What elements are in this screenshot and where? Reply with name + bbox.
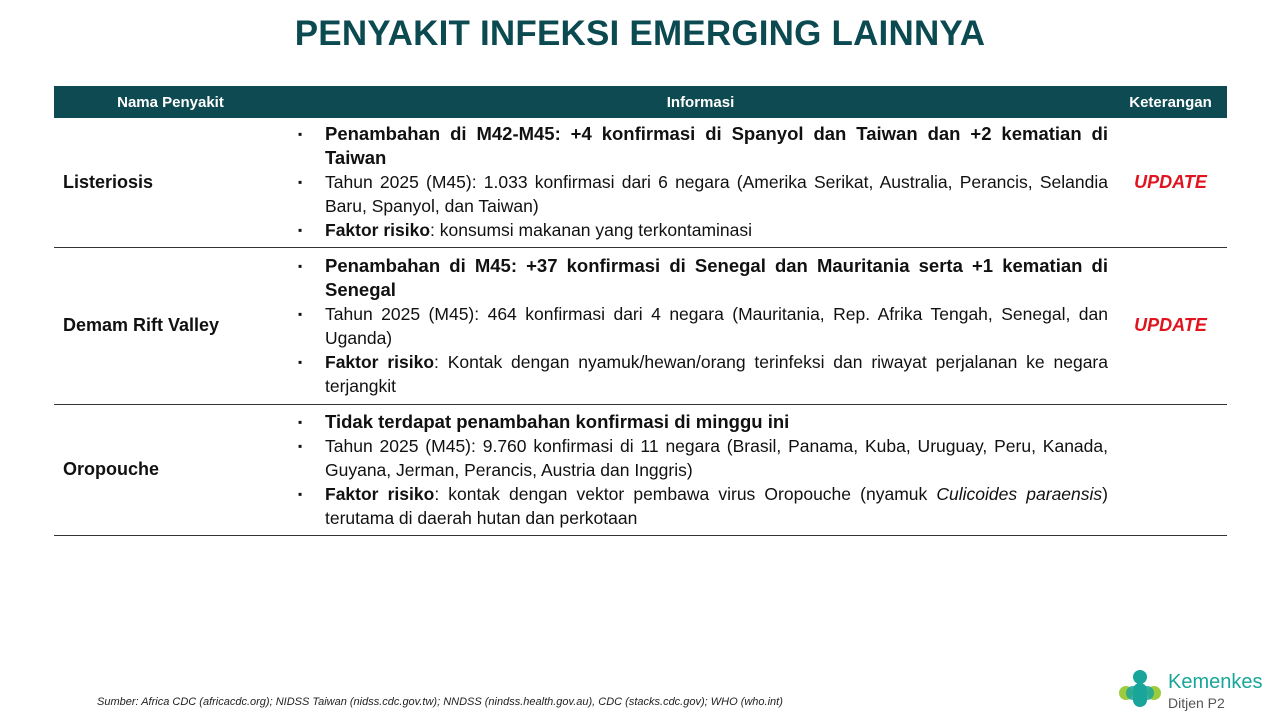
logo-line2: Ditjen P2	[1168, 695, 1225, 711]
logo-line1: Kemenkes	[1168, 671, 1263, 693]
bullet-icon: ▪	[298, 486, 303, 501]
table-row	[54, 247, 1227, 404]
table-row	[54, 404, 1227, 535]
header-name: Nama Penyakit	[54, 86, 287, 118]
bullet-icon: ▪	[298, 127, 303, 142]
disease-info	[287, 404, 1114, 535]
source-citation: Sumber: Africa CDC (africacdc.org); NIDSS Taiwan (nidss.cdc.gov.tw); NNDSS (nindss.health.gov.au), CDC (stacks.cdc.gov); WHO (who.int)	[97, 696, 783, 708]
bullet-item: ▪ Tahun 2025 (M45): 464 konfirmasi dari 4 negara (Mauritania, Rep. Afrika Tengah, Senegal, dan Uganda)	[298, 303, 1108, 348]
update-badge: UPDATE	[1114, 247, 1227, 404]
bullet-item: ▪ Penambahan di M45: +37 konfirmasi di Senegal dan Mauritania serta +1 kematian di Senegal	[298, 254, 1108, 300]
bullet-item: ▪ Tahun 2025 (M45): 9.760 konfirmasi di 11 negara (Brasil, Panama, Kuba, Uruguay, Peru, Kanada, Guyana, Jerman, Perancis, Austria dan Inggris)	[298, 435, 1108, 480]
kemenkes-logo-icon	[1116, 667, 1164, 715]
bullet-item: ▪ Faktor risiko: konsumsi makanan yang terkontaminasi	[298, 220, 753, 241]
kemenkes-logo	[1116, 667, 1272, 715]
header-note: Keterangan	[1114, 86, 1227, 118]
bullet-icon: ▪	[298, 258, 303, 273]
bullet-item: ▪ Tahun 2025 (M45): 1.033 konfirmasi dari 6 negara (Amerika Serikat, Australia, Perancis, Selandia Baru, Spanyol, dan Taiwan)	[298, 172, 1108, 217]
bullet-icon: ▪	[298, 175, 303, 190]
table-row	[54, 118, 1227, 247]
disease-name: Listeriosis	[54, 118, 287, 247]
bullet-icon: ▪	[298, 306, 303, 321]
bullet-icon: ▪	[298, 438, 303, 453]
bullet-item: ▪ Faktor risiko: kontak dengan vektor pembawa virus Oropouche (nyamuk Culicoides paraensis) terutama di daerah hutan dan perkotaan	[298, 483, 1108, 528]
disease-name: Oropouche	[54, 404, 287, 535]
disease-name: Demam Rift Valley	[54, 247, 287, 404]
table-header-row	[54, 86, 1227, 118]
header-info: Informasi	[287, 86, 1114, 118]
update-badge	[1114, 404, 1227, 535]
bullet-icon: ▪	[298, 354, 303, 369]
update-badge: UPDATE	[1114, 118, 1227, 247]
disease-info	[287, 247, 1114, 404]
bullet-item: ▪ Penambahan di M42-M45: +4 konfirmasi di Spanyol dan Taiwan dan +2 kematian di Taiwan	[298, 123, 1108, 169]
disease-table	[54, 86, 1227, 536]
bullet-item: ▪ Faktor risiko: Kontak dengan nyamuk/hewan/orang terinfeksi dan riwayat perjalanan ke negara terjangkit	[298, 351, 1108, 396]
bullet-item: ▪ Tidak terdapat penambahan konfirmasi di minggu ini	[298, 410, 790, 432]
bullet-icon: ▪	[298, 414, 303, 429]
bullet-icon: ▪	[298, 223, 303, 238]
page-title: PENYAKIT INFEKSI EMERGING LAINNYA	[294, 14, 986, 53]
disease-info	[287, 118, 1114, 247]
